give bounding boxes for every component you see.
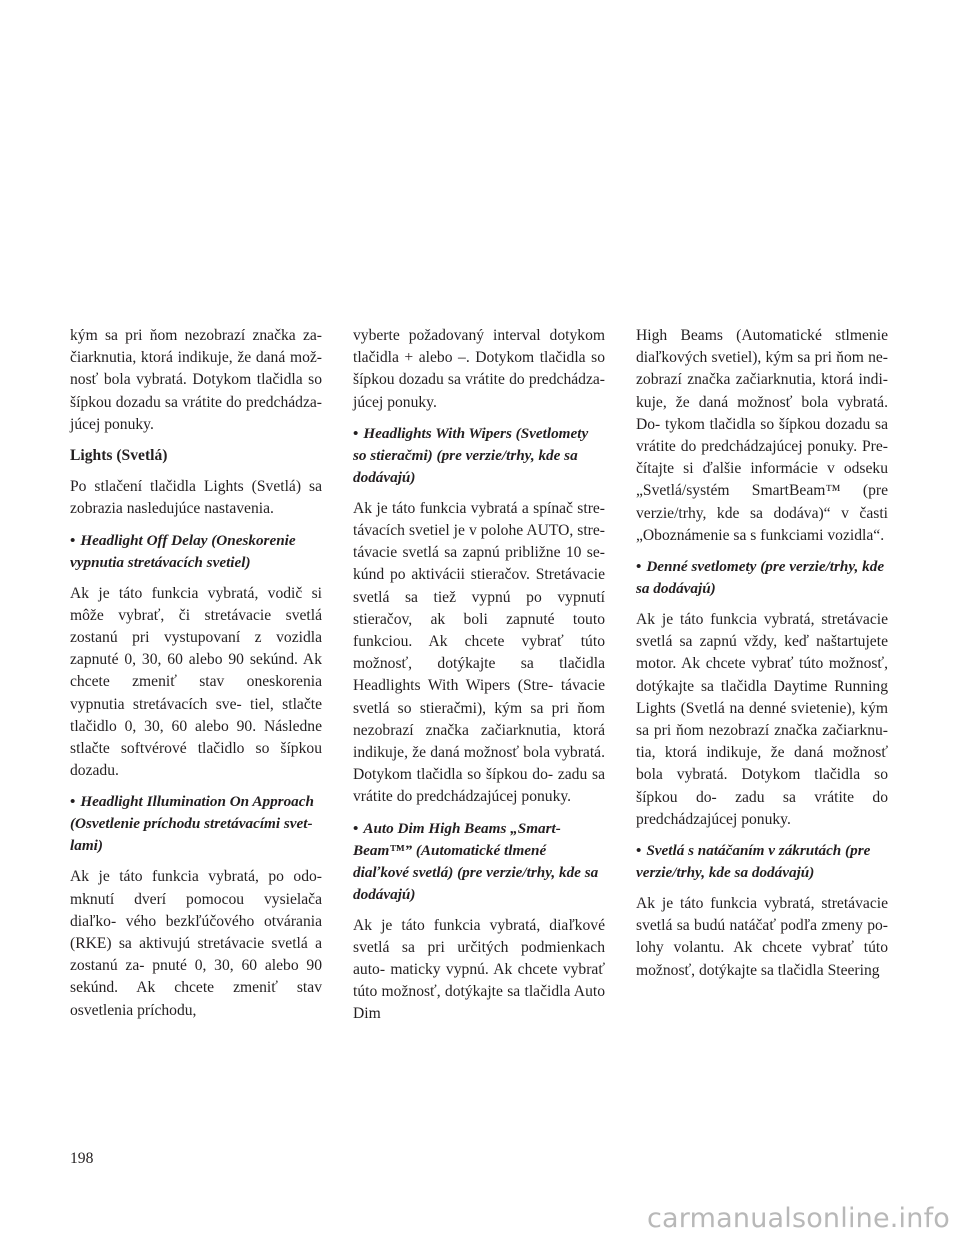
paragraph: High Beams (Automatické stlmenie diaľkových svetiel), kým sa pri ňom ne- zobrazí značka začiarknutia, ktorá indi- kuje, že daná možnosť bola vybratá. Do- tykom tlačidla so šípkou dozadu sa vrátite do predchádzajúcej ponuky. Pre- čítajte si ďalšie informácie v odseku „Svetlá/systém SmartBeam™ (pre verzie/trhy, kde sa dodáva)“ v časti „Oboznámenie sa s funkciami vozidla“. xyxy=(636,327,888,544)
paragraph: Ak je táto funkcia vybratá, stretávacie svetlá sa budú natáčať podľa zmeny po- lohy volantu. Ak chcete vybrať túto možnosť, dotýkajte sa tlačidla Steering xyxy=(636,895,888,979)
bullet-heading xyxy=(70,791,322,857)
bullet-heading xyxy=(636,556,888,600)
section-heading: Lights (Svetlá) xyxy=(70,447,168,465)
bullet-text: Headlight Off Delay (Oneskorenie vypnutia stretávacích svetiel) xyxy=(70,531,296,571)
paragraph: Ak je táto funkcia vybratá, po odo- mknutí dverí pomocou vysielača diaľko- vého bezkľúčového otvárania (RKE) sa aktivujú stretávacie svetlá a zostanú za- pnuté 0, 30, 60 alebo 90 sekúnd. Ak chcete zmeniť stav osvetlenia príchodu, xyxy=(70,868,322,1019)
bullet-text: Auto Dim High Beams „Smart- Beam™” (Automatické tlmené diaľkové svetlá) (pre verzie/trhy, kde sa dodávajú) xyxy=(353,819,599,903)
paragraph: Po stlačení tlačidla Lights (Svetlá) sa zobrazia nasledujúce nastavenia. xyxy=(70,478,322,518)
bullet-text: Denné svetlomety (pre verzie/trhy, kde sa dodávajú) xyxy=(636,558,885,598)
text-column-3 xyxy=(636,325,888,991)
bullet-text: Headlights With Wipers (Svetlomety so stieračmi) (pre verzie/trhy, kde sa dodávajú) xyxy=(353,424,589,486)
page-number: 198 xyxy=(70,1150,94,1167)
bullet-dot: • xyxy=(636,842,642,860)
bullet-heading xyxy=(70,530,322,574)
text-column-2 xyxy=(353,325,605,1035)
bullet-heading xyxy=(636,840,888,884)
bullet-text: Svetlá s natáčaním v zákrutách (pre verzie/trhy, kde sa dodávajú) xyxy=(636,842,871,882)
paragraph: Ak je táto funkcia vybratá, diaľkové svetlá sa pri určitých podmienkach auto- maticky vypnú. Ak chcete vybrať túto možnosť, dotýkajte sa tlačidla Auto Dim xyxy=(353,916,605,1023)
bullet-dot: • xyxy=(70,793,76,811)
bullet-text: Headlight Illumination On Approach (Osvetlenie príchodu stretávacími svet- lami) xyxy=(70,793,314,855)
text-column-1 xyxy=(70,325,322,1031)
bullet-dot: • xyxy=(70,531,76,549)
bullet-dot: • xyxy=(636,558,642,576)
paragraph: vyberte požadovaný interval dotykom tlačidla + alebo –. Dotykom tlačidla so šípkou dozadu sa vrátite do predchádza- júcej ponuky. xyxy=(353,327,605,411)
bullet-dot: • xyxy=(353,424,359,442)
bullet-heading xyxy=(353,423,605,489)
bullet-dot: • xyxy=(353,819,359,837)
paragraph: Ak je táto funkcia vybratá, vodič si môže vybrať, či stretávacie svetlá zostanú pri vystupovaní z vozidla zapnuté 0, 30, 60 alebo 90 sekúnd. Ak chcete zmeniť stav oneskorenia vypnutia stretávacích sve- tiel, stlačte tlačidlo 0, 30, 60 alebo 90. Následne stlačte softvérové tlačidlo so šípkou dozadu. xyxy=(70,584,322,780)
paragraph: Ak je táto funkcia vybratá, stretávacie svetlá sa zapnú vždy, keď naštartujete motor. Ak chcete vybrať túto možnosť, dotýkajte sa tlačidla Daytime Running Lights (Svetlá na denné svietenie), kým sa pri ňom nezobrazí značka začiarknu- tia, ktorá indikuje, že daná možnosť bola vybratá. Dotykom tlačidla so šípkou do- zadu sa vrátite do predchádzajúcej ponuky. xyxy=(636,611,888,828)
bullet-heading xyxy=(353,818,605,906)
paragraph: kým sa pri ňom nezobrazí značka za- čiarknutia, ktorá indikuje, že daná mož- nosť bola vybratá. Dotykom tlačidla so šípkou dozadu sa vrátite do predchádza- júcej ponuky. xyxy=(70,327,322,433)
watermark: carmanualsonline.info xyxy=(647,1203,950,1234)
paragraph: Ak je táto funkcia vybratá a spínač stre- távacích svetiel je v polohe AUTO, stre- távacie svetlá sa zapnú približne 10 se- kúnd po aktivácii stieračov. Stretávacie svetlá sa tiež vypnú po vypnutí stieračov, ak boli zapnuté touto funkciou. Ak chcete vybrať túto možnosť, dotýkajte sa tlačidla Headlights With Wipers (Stre- távacie svetlá so stieračmi), kým sa pri ňom nezobrazí značka začiarknutia, ktorá indikuje, že daná možnosť bola vybratá. Dotykom tlačidla so šípkou do- zadu sa vrátite do predchádzajúcej ponuky. xyxy=(353,499,605,806)
